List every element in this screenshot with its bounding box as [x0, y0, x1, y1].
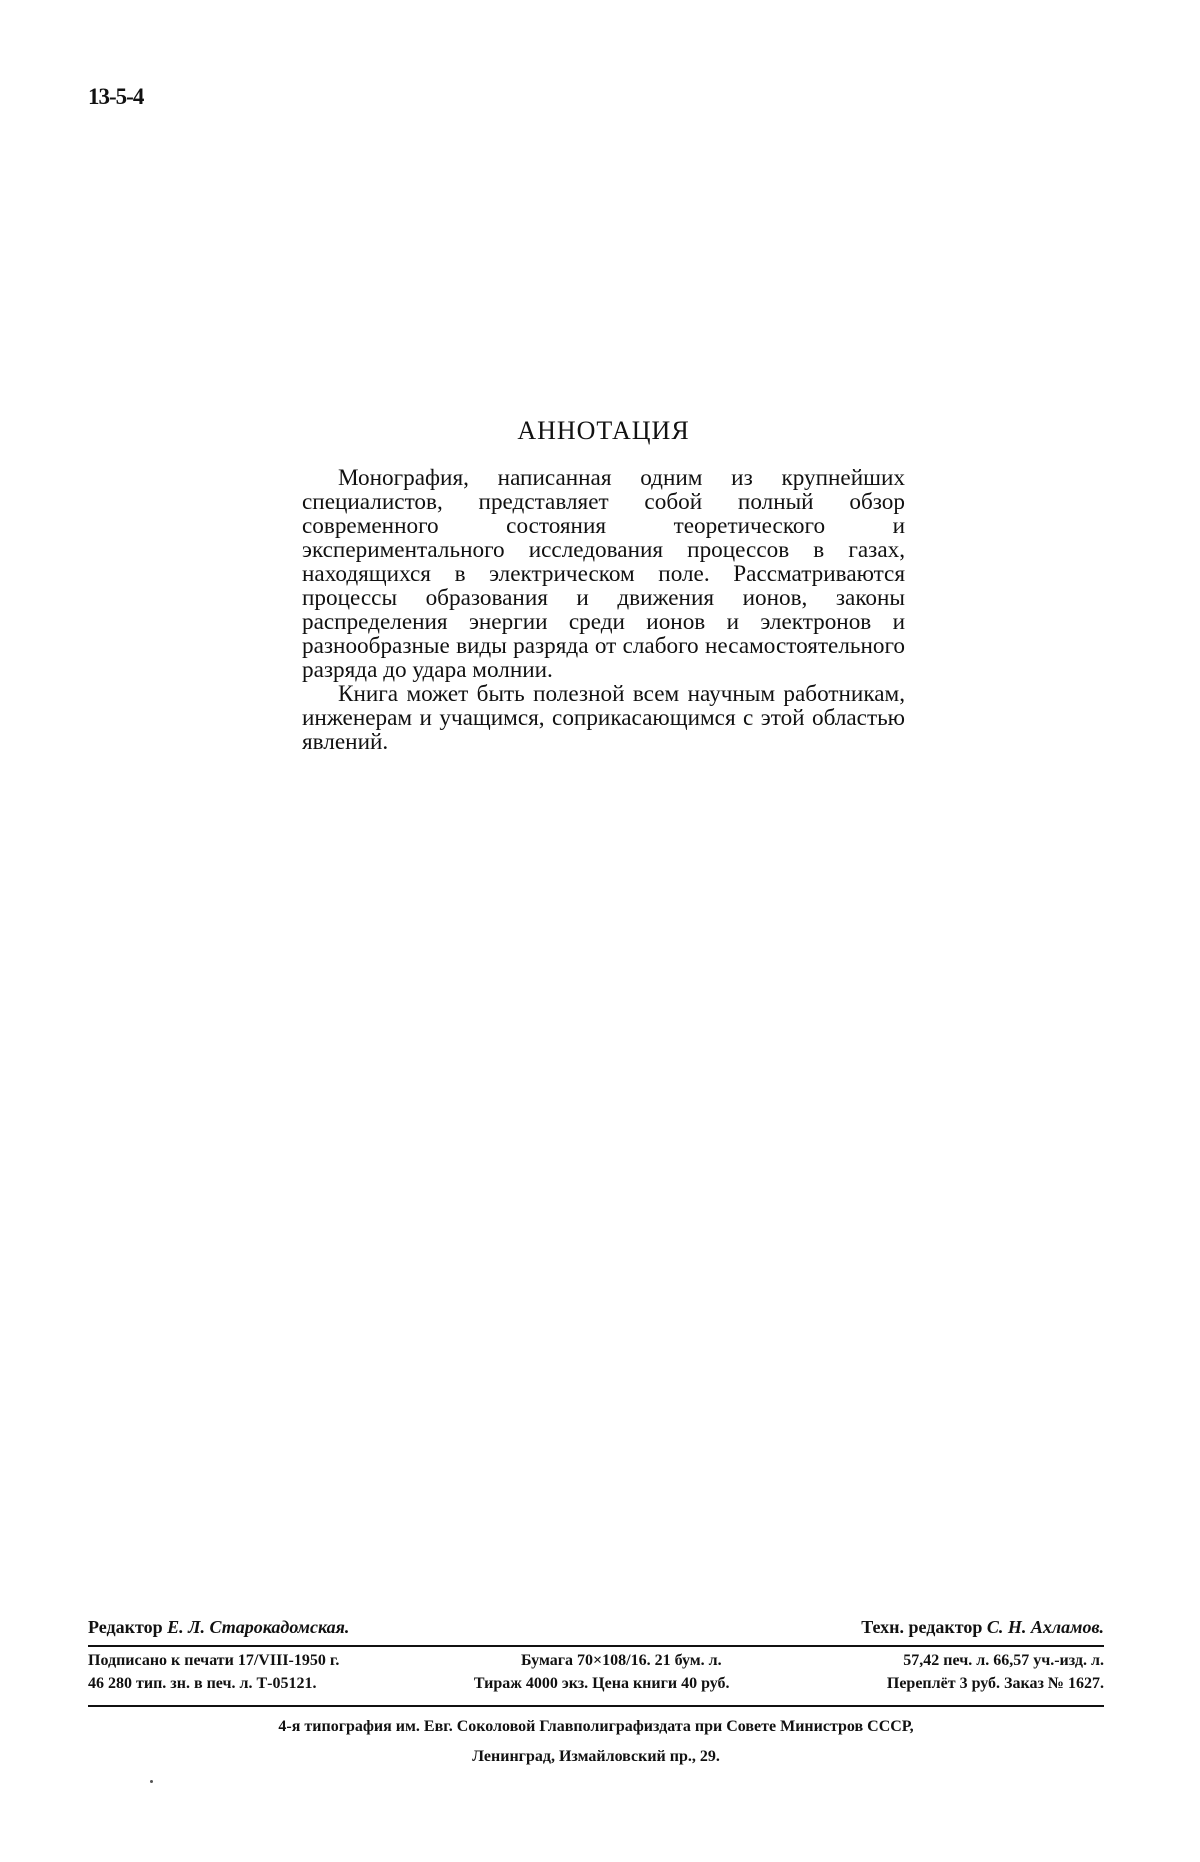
publication-details-row: [88, 1675, 1104, 1693]
binding-order: Переплёт 3 руб. Заказ № 1627.: [886, 1675, 1104, 1692]
annotation-section: [302, 416, 905, 754]
printed-sheets: 57,42 печ. л. 66,57 уч.-изд. л.: [903, 1652, 1104, 1669]
divider: [88, 1705, 1104, 1707]
printer-address: Ленинград, Измайловский пр., 29.: [472, 1748, 720, 1765]
annotation-paragraph: Монография, написанная одним из крупнейших специалистов, представляет собой полный обзор современного состояния теоретического и экспериментального исследования процессов в газах, находящихся в электрическом поле. Рассматриваются процессы образования и движения ионов, законы распределения энергии среди ионов и электронов и разнообразные виды разряда от слабого несамостоятельного разряда до удара молнии.: [302, 465, 905, 683]
printer-name: 4-я типография им. Евг. Соколовой Главполиграфиздата при Совете Министров СССР,: [278, 1718, 914, 1735]
characters-per-sheet: 46 280 тип. зн. в печ. л. Т-05121.: [88, 1675, 317, 1692]
page-number: 13-5-4: [88, 84, 144, 109]
editor-label: Редактор: [88, 1617, 163, 1637]
paper-format: Бумага 70×108/16. 21 бум. л.: [520, 1652, 722, 1669]
tech-editor-label: Техн. редактор: [861, 1617, 983, 1637]
publication-details-row: [88, 1652, 1104, 1670]
divider: [88, 1645, 1104, 1647]
tech-editor: [861, 1617, 1104, 1638]
scan-speck: [150, 1780, 153, 1783]
editor: [88, 1617, 349, 1638]
tech-editor-name: С. Н. Ахламов.: [986, 1617, 1104, 1637]
printer-info: [88, 1712, 1104, 1772]
annotation-paragraph: Книга может быть полезной всем научным работникам, инженерам и учащимся, соприкасающимся с этой областью явлений.: [302, 681, 905, 755]
print-run-price: Тираж 4000 экз. Цена книги 40 руб.: [473, 1675, 730, 1692]
editor-name: Е. Л. Старокадомская.: [167, 1617, 350, 1637]
annotation-title: АННОТАЦИЯ: [517, 416, 690, 445]
editors-line: [88, 1617, 1104, 1638]
signed-to-print: Подписано к печати 17/VIII-1950 г.: [88, 1652, 340, 1669]
